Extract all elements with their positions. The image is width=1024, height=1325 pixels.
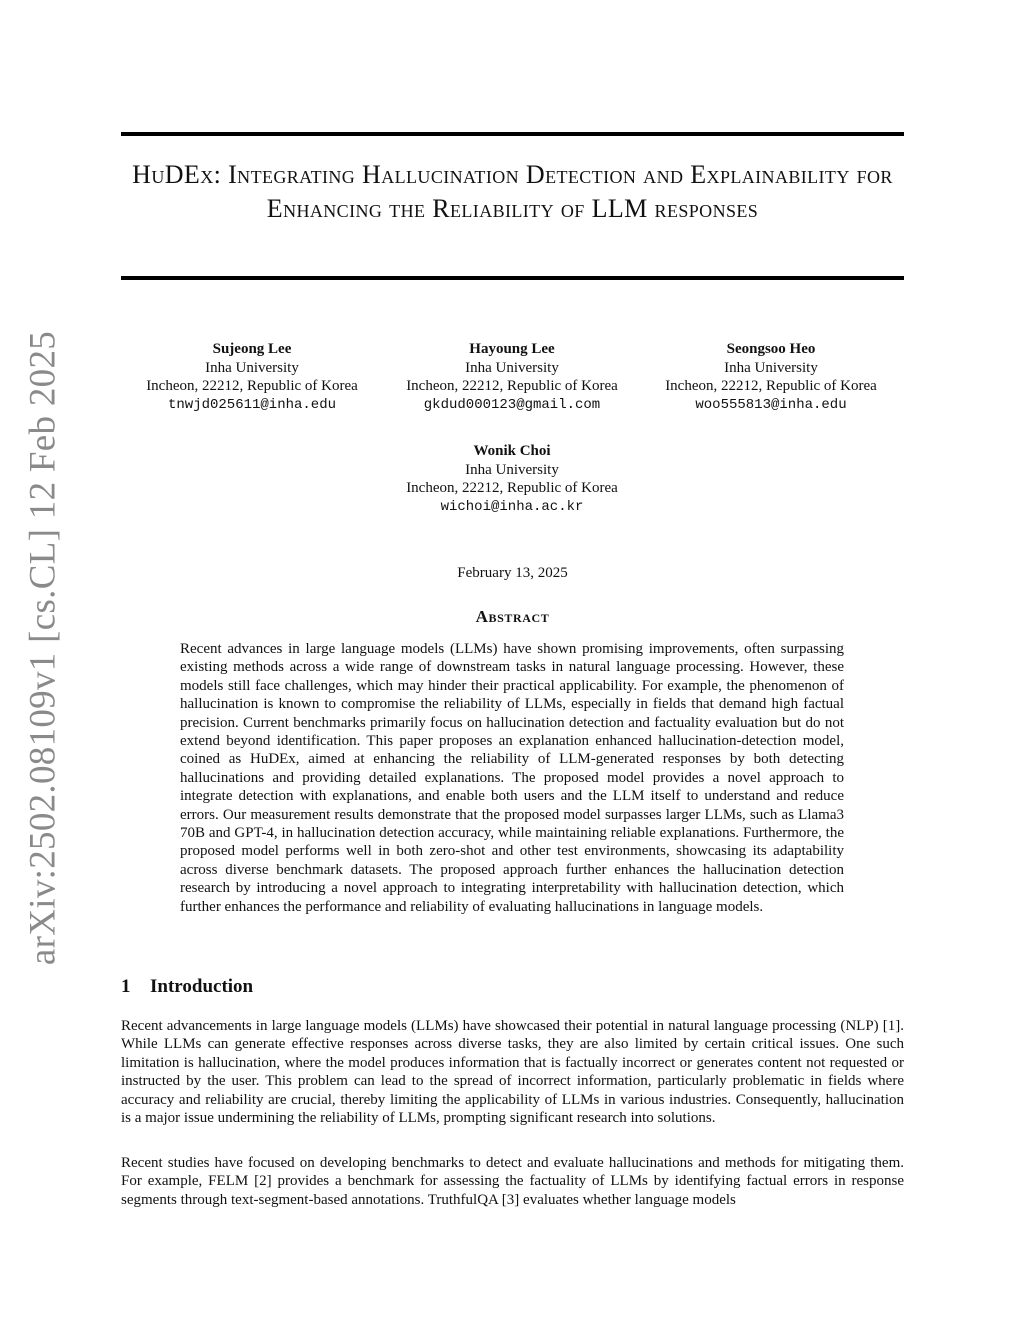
body-paragraph: Recent advancements in large language models (LLMs) have showcased their potential in natural language processing (NLP) [1]. While LLMs can generate effective responses across diverse tasks, they are also limited by certain critical issues. One such limitation is hallucination, where the model produces information that is factually incorrect or generates content not requested or instructed by the user. This problem can lead to the spread of incorrect information, particularly problematic in fields where accuracy and reliability are crucial, thereby limiting the applicability of LLMs in various industries. Consequently, hallucination is a major issue undermining the reliability of LLMs, prompting significant research into solutions. — [121, 1018, 904, 1127]
author-affiliation: Inha University — [724, 359, 818, 376]
author-card — [641, 340, 901, 414]
author-affiliation: Inha University — [465, 461, 559, 478]
abstract-text: Recent advances in large language models (LLMs) have shown promising improvements, often surpassing existing methods across a wide range of downstream tasks in natural language processing. However, these models still face challenges, which may hinder their practical applicability. For example, the phenomenon of hallucination is known to compromise the reliability of LLMs, especially in fields that demand high factual precision. Current benchmarks primarily focus on hallucination detection and factuality evaluation but do not extend beyond identification. This paper proposes an explanation enhanced hallucination-detection model, coined as HuDEx, aimed at enhancing the reliability of LLM-generated responses by both detecting hallucinations and providing detailed explanations. The proposed model provides a novel approach to integrate detection with explanations, and enable both users and the LLM itself to understand and reduce errors. Our measurement results demonstrate that the proposed model surpasses larger LLMs, such as Llama3 70B and GPT-4, in hallucination detection accuracy, while maintaining reliable explanations. Furthermore, the proposed model performs well in both zero-shot and other test environments, showcasing its adaptability across diverse benchmark datasets. The proposed approach further enhances the hallucination detection research by introducing a novel approach to integrating interpretability with hallucination detection, which further enhances the performance and reliability of evaluating hallucinations in language models. — [180, 641, 844, 915]
arxiv-stamp: arXiv:2502.08109v1 [cs.CL] 12 Feb 2025 — [22, 330, 64, 966]
author-card — [122, 340, 382, 414]
author-address: Incheon, 22212, Republic of Korea — [406, 378, 618, 394]
author-card — [382, 340, 642, 414]
section-title: Introduction — [150, 976, 254, 997]
abstract-heading: Abstract — [475, 607, 550, 626]
author-email[interactable]: tnwjd025611@inha.edu — [167, 396, 337, 413]
author-card — [382, 442, 642, 516]
author-address: Incheon, 22212, Republic of Korea — [665, 378, 877, 394]
paper-title: HuDEx: Integrating Hallucination Detection and Explainability for Enhancing the Reliability of LLM responses — [132, 160, 893, 223]
section-heading — [121, 976, 253, 998]
author-email[interactable]: woo555813@inha.edu — [695, 396, 847, 413]
author-affiliation: Inha University — [465, 359, 559, 376]
title-rule-bottom — [121, 276, 904, 280]
body-paragraph: Recent studies have focused on developing benchmarks to detect and evaluate hallucinations and methods for mitigating them. For example, FELM [2] provides a benchmark for assessing the factuality of LLMs by identifying factual errors in response segments through text-segment-based annotations. TruthfulQA [3] evaluates whether language models — [121, 1155, 904, 1208]
author-email[interactable]: wichoi@inha.ac.kr — [440, 498, 584, 515]
author-name: Hayoung Lee — [469, 341, 555, 357]
author-name: Sujeong Lee — [212, 341, 292, 357]
author-name: Seongsoo Heo — [726, 341, 816, 357]
author-email[interactable]: gkdud000123@gmail.com — [423, 396, 601, 413]
author-affiliation: Inha University — [205, 359, 299, 376]
author-address: Incheon, 22212, Republic of Korea — [146, 378, 358, 394]
author-name: Wonik Choi — [473, 443, 551, 459]
publication-date: February 13, 2025 — [457, 565, 568, 581]
author-address: Incheon, 22212, Republic of Korea — [406, 480, 618, 496]
section-number: 1 — [121, 976, 131, 997]
title-rule-top — [121, 132, 904, 136]
